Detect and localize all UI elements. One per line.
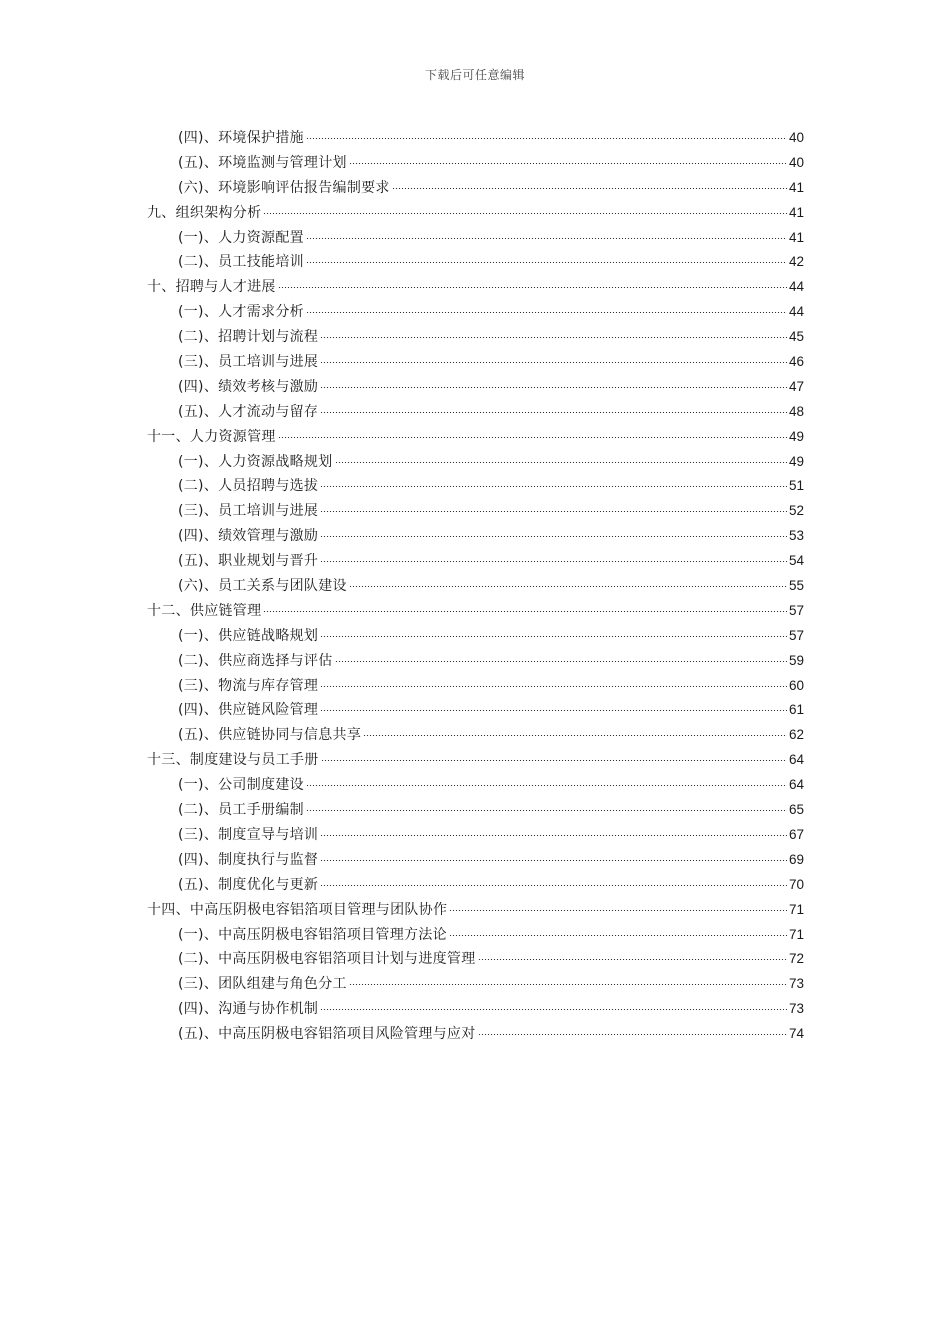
toc-dot-leader	[320, 412, 787, 413]
toc-page-number: 49	[788, 453, 804, 469]
toc-section-entry[interactable]	[147, 549, 804, 574]
toc-section-entry[interactable]	[147, 873, 804, 898]
toc-entry-title: (一)、人力资源配置	[178, 229, 304, 246]
toc-entry-title: 九、组织架构分析	[147, 204, 262, 221]
toc-entry-title: (四)、沟通与协作机制	[178, 1001, 319, 1018]
toc-dot-leader	[478, 1034, 787, 1035]
toc-entry-title: (四)、环境保护措施	[178, 130, 304, 146]
toc-entry-title: (五)、职业规划与晋升	[178, 553, 319, 570]
toc-page-number: 64	[788, 777, 804, 793]
toc-dot-leader	[306, 810, 787, 811]
toc-dot-leader	[349, 586, 787, 587]
toc-dot-leader	[320, 337, 787, 338]
toc-page-number: 70	[788, 876, 804, 892]
toc-entry-title: (三)、团队组建与角色分工	[178, 976, 347, 993]
toc-page-number: 54	[788, 553, 804, 569]
toc-entry-title: (五)、中高压阴极电容铝箔项目风险管理与应对	[178, 1026, 476, 1043]
toc-page-number: 65	[788, 802, 804, 818]
toc-entry-title: 十、招聘与人才进展	[147, 279, 276, 296]
toc-entry-title: 十四、中高压阴极电容铝箔项目管理与团队协作	[147, 901, 448, 918]
toc-entry-title: (三)、物流与库存管理	[178, 677, 319, 694]
toc-page-number: 42	[788, 254, 804, 270]
toc-entry-title: (四)、绩效考核与激励	[178, 378, 319, 395]
toc-entry-title: (六)、环境影响评估报告编制要求	[178, 179, 390, 196]
toc-dot-leader	[449, 910, 787, 911]
toc-dot-leader	[320, 511, 787, 512]
page-header: 下载后可任意编辑	[424, 68, 525, 82]
toc-page-number: 40	[788, 154, 804, 170]
toc-section-entry[interactable]	[147, 325, 804, 350]
toc-dot-leader	[363, 735, 787, 736]
toc-page-number: 60	[788, 677, 804, 693]
toc-entry-title: 十三、制度建设与员工手册	[147, 752, 319, 769]
toc-page-number: 74	[788, 1026, 804, 1042]
toc-section-entry[interactable]	[147, 126, 804, 151]
toc-dot-leader	[349, 163, 787, 164]
toc-dot-leader	[263, 611, 787, 612]
toc-entry-title: (四)、制度执行与监督	[178, 851, 319, 868]
toc-section-entry[interactable]	[147, 823, 804, 848]
toc-section-entry[interactable]	[147, 923, 804, 948]
toc-dot-leader	[278, 437, 787, 438]
toc-entry-title: (六)、员工关系与团队建设	[178, 578, 347, 595]
toc-dot-leader	[335, 661, 787, 662]
toc-section-entry[interactable]	[147, 375, 804, 400]
toc-page-number: 73	[788, 1001, 804, 1017]
toc-entry-title: (五)、环境监测与管理计划	[178, 154, 347, 171]
toc-page-number: 69	[788, 851, 804, 867]
toc-page-number: 40	[788, 130, 804, 145]
toc-page-number: 48	[788, 403, 804, 419]
toc-entry-title: (二)、供应商选择与评估	[178, 652, 333, 669]
toc-entry-title: (四)、供应链风险管理	[178, 702, 319, 719]
toc-entry-title: (三)、员工培训与进展	[178, 503, 319, 520]
toc-dot-leader	[320, 387, 787, 388]
toc-section-entry[interactable]	[147, 474, 804, 499]
toc-entry-title: (一)、供应链战略规划	[178, 627, 319, 644]
toc-entry-title: (二)、人员招聘与选拔	[178, 478, 319, 495]
toc-dot-leader	[320, 561, 787, 562]
toc-dot-leader	[306, 312, 787, 313]
toc-page-number: 64	[788, 752, 804, 768]
toc-page-number: 45	[788, 329, 804, 345]
toc-dot-leader	[449, 935, 787, 936]
toc-page-number: 41	[788, 204, 804, 220]
toc-dot-leader	[320, 860, 787, 861]
toc-entry-title: (一)、人力资源战略规划	[178, 453, 333, 470]
toc-dot-leader	[320, 636, 787, 637]
toc-chapter-entry[interactable]	[147, 275, 804, 300]
toc-section-entry[interactable]	[147, 997, 804, 1022]
table-of-contents	[147, 126, 804, 1047]
toc-page-number: 72	[788, 951, 804, 967]
toc-entry-title: (一)、人才需求分析	[178, 304, 304, 321]
toc-section-entry[interactable]	[147, 674, 804, 699]
toc-entry-title: 十二、供应链管理	[147, 602, 262, 619]
toc-section-entry[interactable]	[147, 226, 804, 251]
toc-entry-title: (二)、员工手册编制	[178, 802, 304, 819]
toc-page-number: 51	[788, 478, 804, 494]
toc-page-number: 46	[788, 354, 804, 370]
toc-section-entry[interactable]	[147, 723, 804, 748]
toc-entry-title: (一)、公司制度建设	[178, 777, 304, 794]
toc-section-entry[interactable]	[147, 250, 804, 275]
toc-page-number: 71	[788, 901, 804, 917]
toc-section-entry[interactable]	[147, 350, 804, 375]
toc-section-entry[interactable]	[147, 773, 804, 798]
toc-dot-leader	[306, 262, 787, 263]
toc-entry-title: (二)、招聘计划与流程	[178, 329, 319, 346]
toc-section-entry[interactable]	[147, 450, 804, 475]
toc-entry-title: (五)、供应链协同与信息共享	[178, 727, 362, 744]
toc-page-number: 57	[788, 627, 804, 643]
toc-page-number: 41	[788, 179, 804, 195]
toc-page-number: 49	[788, 428, 804, 444]
toc-entry-title: (五)、制度优化与更新	[178, 876, 319, 893]
toc-dot-leader	[320, 536, 787, 537]
toc-page-number: 44	[788, 304, 804, 320]
toc-section-entry[interactable]	[147, 574, 804, 599]
toc-dot-leader	[335, 462, 787, 463]
toc-dot-leader	[306, 785, 787, 786]
toc-page-number: 53	[788, 528, 804, 544]
toc-dot-leader	[320, 885, 787, 886]
toc-section-entry[interactable]	[147, 798, 804, 823]
toc-chapter-entry[interactable]	[147, 425, 804, 450]
toc-chapter-entry[interactable]	[147, 201, 804, 226]
toc-page-number: 61	[788, 702, 804, 718]
toc-section-entry[interactable]	[147, 1022, 804, 1047]
toc-section-entry[interactable]	[147, 624, 804, 649]
toc-dot-leader	[320, 835, 787, 836]
toc-dot-leader	[263, 213, 787, 214]
toc-entry-title: 十一、人力资源管理	[147, 428, 276, 445]
toc-section-entry[interactable]	[147, 848, 804, 873]
toc-entry-title: (五)、人才流动与留存	[178, 403, 319, 420]
toc-page-number: 57	[788, 602, 804, 618]
toc-section-entry[interactable]	[147, 176, 804, 201]
toc-entry-title: (二)、中高压阴极电容铝箔项目计划与进度管理	[178, 951, 476, 968]
toc-dot-leader	[320, 686, 787, 687]
toc-chapter-entry[interactable]	[147, 599, 804, 624]
toc-page-number: 55	[788, 578, 804, 594]
toc-section-entry[interactable]	[147, 300, 804, 325]
toc-dot-leader	[320, 710, 787, 711]
toc-dot-leader	[320, 362, 787, 363]
toc-section-entry[interactable]	[147, 151, 804, 176]
toc-page-number: 59	[788, 652, 804, 668]
toc-entry-title: (一)、中高压阴极电容铝箔项目管理方法论	[178, 926, 447, 943]
toc-dot-leader	[349, 984, 787, 985]
toc-dot-leader	[306, 138, 787, 139]
toc-chapter-entry[interactable]	[147, 898, 804, 923]
toc-section-entry[interactable]	[147, 698, 804, 723]
toc-entry-title: (二)、员工技能培训	[178, 254, 304, 271]
toc-section-entry[interactable]	[147, 947, 804, 972]
toc-page-number: 41	[788, 229, 804, 245]
toc-page-number: 52	[788, 503, 804, 519]
toc-chapter-entry[interactable]	[147, 748, 804, 773]
toc-dot-leader	[306, 238, 787, 239]
toc-entry-title: (四)、绩效管理与激励	[178, 528, 319, 545]
toc-section-entry[interactable]	[147, 524, 804, 549]
toc-section-entry[interactable]	[147, 649, 804, 674]
toc-dot-leader	[392, 188, 787, 189]
toc-section-entry[interactable]	[147, 972, 804, 997]
toc-dot-leader	[478, 959, 787, 960]
toc-page-number: 47	[788, 378, 804, 394]
toc-section-entry[interactable]	[147, 400, 804, 425]
toc-page-number: 44	[788, 279, 804, 295]
toc-page-number: 73	[788, 976, 804, 992]
toc-dot-leader	[278, 287, 787, 288]
toc-page-number: 62	[788, 727, 804, 743]
toc-dot-leader	[320, 1009, 787, 1010]
toc-dot-leader	[320, 486, 787, 487]
toc-page-number: 67	[788, 826, 804, 842]
toc-entry-title: (三)、员工培训与进展	[178, 354, 319, 371]
toc-page-number: 71	[788, 926, 804, 942]
toc-entry-title: (三)、制度宣导与培训	[178, 826, 319, 843]
toc-dot-leader	[321, 760, 787, 761]
toc-section-entry[interactable]	[147, 499, 804, 524]
